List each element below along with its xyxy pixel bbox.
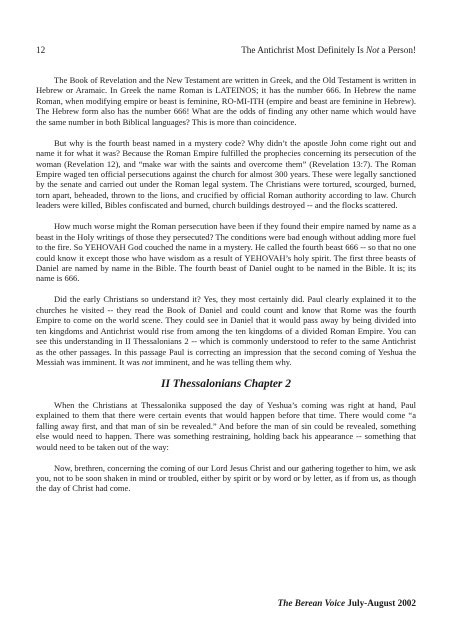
running-title-emphasis: Not [365,45,380,55]
paragraph-4-emphasis: not [141,357,153,368]
running-title [241,45,416,56]
page-number: 12 [36,45,46,55]
paragraph-4 [36,294,416,367]
paragraph-3: How much worse might the Roman persecution have been if they found their empire named by name as a beast in the Holy writings of those they persecuted? The conditions were bad enough without adding more fuel to the fire. So YEHOVAH God couched the name in a mystery. He called the fourth beast 666 -- so that no one could know it except those who have wisdom as a result of YEHOVAH’s holy spirit. The first three beasts of Daniel are named by name in the Bible. The fourth beast of Daniel ought to be named in the Bible. It is; its name is 666. [36,221,416,284]
magazine-name: The Berean Voice [277,598,346,608]
article-body [36,75,416,504]
section-heading: II Thessalonians Chapter 2 [160,377,292,390]
page-footer [278,598,416,609]
issue-date: July-August 2002 [345,598,416,608]
paragraph-5: When the Christians at Thessalonika supposed the day of Yeshua’s coming was right at hand, Paul explained to them that there were certain events that would happen before that time. There would come “a falling away first, and that man of sin be revealed.” And before the man of sin could be revealed, something else would need to happen. There was something restraining, holding back his appearance -- something that would need to be taken out of the way: [36,399,416,452]
paragraph-4-end: imminent, and he was telling them why. [152,357,292,368]
paragraph-6: Now, brethren, concerning the coming of our Lord Jesus Christ and our gathering together to him, we ask you, not to be soon shaken in mind or troubled, either by spirit or by word or by letter, as if from us, as though the day of Christ had come. [36,462,416,494]
page-header [36,45,416,56]
running-title-end: a Person! [379,45,416,55]
paragraph-4-main: Did the early Christians so understand it? Yes, they most certainly did. Paul clearly explained it to the churches he visited -- they read the Book of Daniel and could count and know that Rome was the fourth Empire to come on the world scene. They could see in Daniel that it would pass away by being divided into ten kingdoms and Antichrist would rise from among the ten kingdoms of a divided Roman Empire. You can see this understanding in II Thessalonians 2 -- which is commonly understood to refer to the same Antichrist as the other passages. In this passage Paul is correcting an impression that the second coming of Yeshua the Messiah was imminent. It was [36,294,416,368]
paragraph-1: The Book of Revelation and the New Testament are written in Greek, and the Old Testament is written in Hebrew or Aramaic. In Greek the name Roman is LATEINOS; it has the number 666. In Hebrew the name Roman, when modifying empire or beast is feminine, RO-MI-ITH (empire and beast are feminine in Hebrew). The Hebrew form also has the number 666! What are the odds of finding any other name which would have the same number in both Biblical languages? This is more than coincidence. [36,75,416,127]
running-title-start: The Antichrist Most Definitely Is [241,45,366,55]
paragraph-2: But why is the fourth beast named in a mystery code? Why didn’t the apostle John come right out and name it for what it was? Because the Roman Empire fulfilled the prophecies concerning its persecution of the woman (Revelation 12), and “make war with the saints and overcome them” (Revelation 13:7). The Roman Empire waged ten official persecutions against the church for almost 300 years. These were legally sanctioned by the senate and carried out under the Roman legal system. The Christians were tortured, scourged, burned, torn apart, beheaded, thrown to the lions, and crucified by official Roman authority according to law. Church leaders were killed, Bibles confiscated and burned, church buildings destroyed -- and the flocks scattered. [36,137,416,211]
